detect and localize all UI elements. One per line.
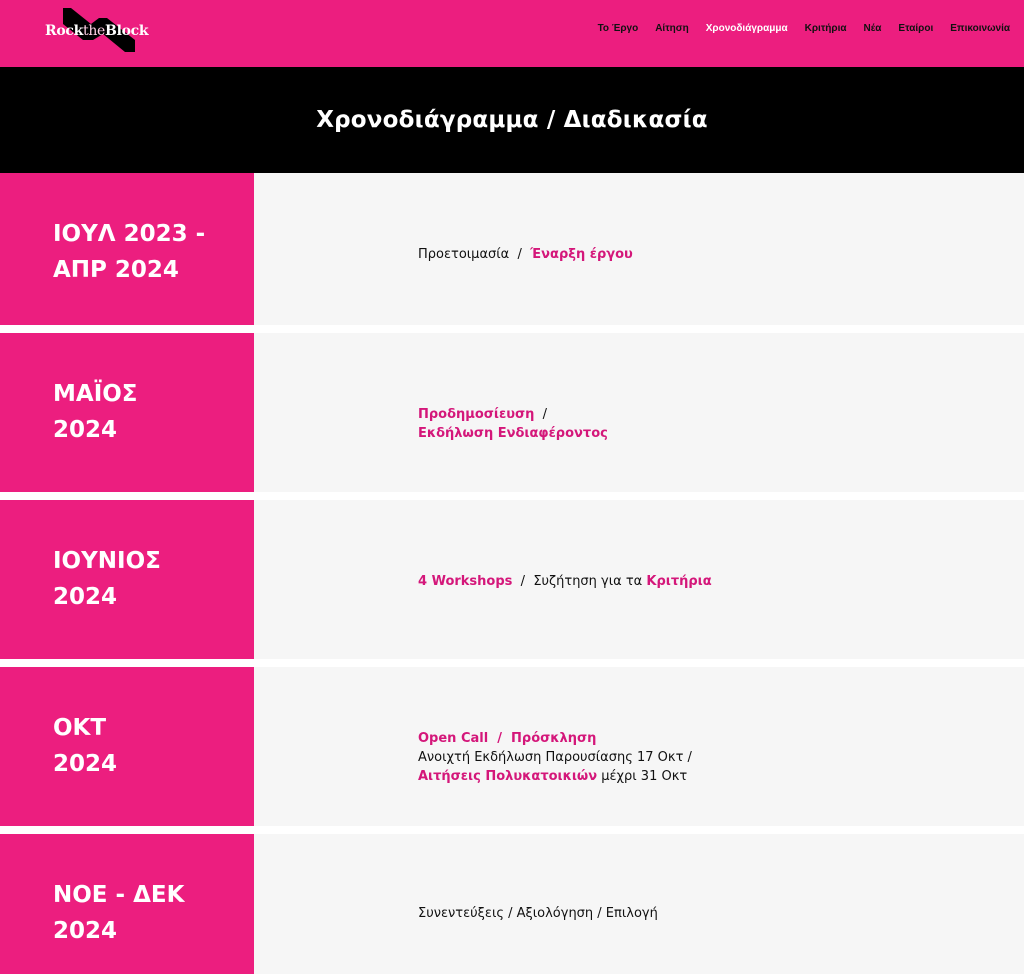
timeline-row: [0, 333, 1024, 492]
description-text: μέχρι 31 Οκτ: [597, 769, 688, 784]
timeline-description: [418, 245, 633, 264]
timeline-content-cell: [254, 500, 1024, 659]
description-text: /: [509, 247, 531, 262]
highlight-link[interactable]: Εκδήλωση Ενδιαφέροντος: [418, 426, 608, 441]
timeline-content-cell: [254, 333, 1024, 492]
highlight-link[interactable]: Προδημοσίευση: [418, 407, 535, 422]
timeline-description: [418, 729, 692, 786]
timeline-date-cell: [0, 834, 254, 974]
description-line: [418, 904, 658, 923]
nav-item[interactable]: Χρονοδιάγραμμα: [705, 23, 788, 34]
rocktheblock-logo[interactable]: [45, 6, 160, 56]
logo-wordmark: RocktheBlock: [45, 23, 149, 39]
description-line: [418, 245, 633, 264]
timeline-date-cell: [0, 667, 254, 826]
site-header: [0, 0, 1024, 67]
timeline-description: [418, 405, 608, 443]
highlight-link[interactable]: Έναρξη έργου: [530, 247, 633, 262]
description-line: [418, 424, 608, 443]
description-line: [418, 729, 692, 748]
timeline-description: [418, 572, 712, 591]
highlight-link[interactable]: Κριτήρια: [646, 574, 712, 589]
timeline-row: [0, 500, 1024, 659]
timeline-date-cell: [0, 333, 254, 492]
main-navigation: [581, 23, 1010, 34]
description-text: / Συζήτηση για τα: [512, 574, 647, 589]
nav-item[interactable]: Κριτήρια: [804, 23, 847, 34]
nav-item[interactable]: Αίτηση: [655, 23, 689, 34]
page-title: Χρονοδιάγραμμα / Διαδικασία: [316, 107, 708, 133]
nav-item[interactable]: Το Έργο: [597, 23, 639, 34]
timeline-content-cell: [254, 834, 1024, 974]
timeline-row: [0, 173, 1024, 325]
page-banner: [0, 67, 1024, 173]
highlight-link[interactable]: Αιτήσεις Πολυκατοικιών: [418, 769, 598, 784]
timeline-description: [418, 904, 658, 923]
timeline-date: ΙΟΥΝΙΟΣ 2024: [53, 548, 161, 610]
timeline-content-cell: [254, 667, 1024, 826]
timeline-date: ΝΟΕ - ΔΕΚ 2024: [53, 882, 185, 944]
description-line: [418, 767, 692, 786]
timeline-date-cell: [0, 173, 254, 325]
description-line: [418, 405, 608, 424]
timeline-row: [0, 834, 1024, 974]
timeline-row: [0, 667, 1024, 826]
description-text: Προετοιμασία: [418, 247, 510, 262]
timeline-date: ΜΑΪΟΣ 2024: [53, 381, 138, 443]
nav-item[interactable]: Επικοινωνία: [950, 23, 1010, 34]
nav-item[interactable]: Νέα: [863, 23, 882, 34]
nav-item[interactable]: Εταίροι: [898, 23, 934, 34]
description-text: /: [534, 407, 548, 422]
timeline-date: ΟΚΤ 2024: [53, 715, 118, 777]
description-text: Συνεντεύξεις / Αξιολόγηση / Επιλογή: [418, 906, 658, 921]
highlight-link[interactable]: 4 Workshops: [418, 574, 513, 589]
timeline-date: ΙΟΥΛ 2023 - ΑΠΡ 2024: [53, 221, 206, 283]
description-line: [418, 748, 692, 767]
timeline-content-cell: [254, 173, 1024, 325]
timeline-date-cell: [0, 500, 254, 659]
description-text: Ανοιχτή Εκδήλωση Παρουσίασης 17 Οκτ /: [418, 750, 692, 765]
highlight-link[interactable]: Open Call / Πρόσκληση: [418, 731, 597, 746]
description-line: [418, 572, 712, 591]
